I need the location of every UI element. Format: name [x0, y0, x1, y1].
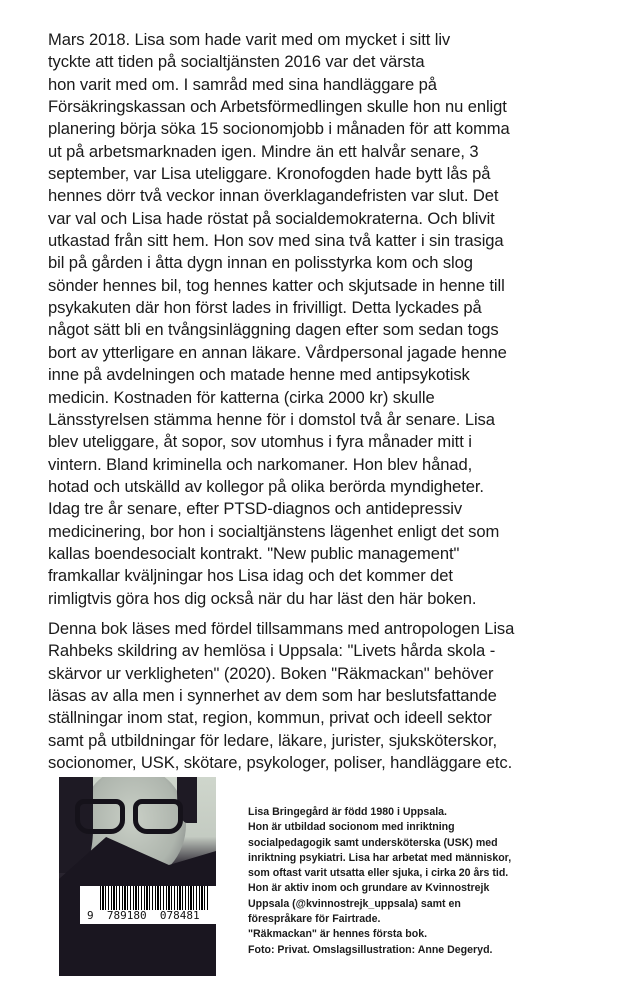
blurb-paragraph-2 [48, 618, 514, 774]
blurb-line: Idag tre år senare, efter PTSD-diagnos och antidepressiv [48, 499, 463, 519]
blurb-line: hotad och utskälld av kollegor på olika berörda myndigheter. [48, 476, 484, 496]
glasses-right-lens [133, 799, 183, 834]
bio-line: "Räkmackan" är hennes första bok. [248, 928, 428, 941]
blurb-line: september, var Lisa uteliggare. Kronofogden hade bytt lås på [48, 164, 491, 184]
blurb-line: blev uteliggare, åt sopor, sov utomhus i fyra månader mitt i [48, 432, 472, 452]
blurb-line: tyckte att tiden på socialtjänsten 2016 var det värsta [48, 52, 425, 72]
blurb-line: medicinering, bor hon i socialtjänstens lägenhet enligt det som [48, 521, 500, 541]
blurb-line: något sätt bli en tvångsinläggning dagen efter som sedan togs [48, 320, 499, 340]
barcode-bars [100, 886, 210, 910]
blurb-line: Länsstyrelsen stämma henne för i domstol två år senare. Lisa [48, 409, 495, 429]
blurb-line: kallas boendesocialt kontrakt. "New public management" [48, 543, 460, 563]
blurb-line: läsas av alla men i synnerhet av dem som har beslutsfattande [48, 686, 497, 706]
isbn-number: 9 789180 078481 [87, 909, 200, 922]
blurb-line: ställningar inom stat, region, kommun, privat och ideell sektor [48, 708, 492, 728]
blurb-line: bil på gården i åtta dygn innan en polisstyrka kom och slog [48, 253, 473, 273]
isbn-barcode [80, 886, 216, 924]
blurb-line: Mars 2018. Lisa som hade varit med om mycket i sitt liv [48, 30, 451, 49]
blurb-line: medicin. Kostnaden för katterna (cirka 2000 kr) skulle [48, 387, 435, 407]
blurb-line: Denna bok läses med fördel tillsammans med antropologen Lisa [48, 619, 515, 638]
bio-line: Hon är utbildad socionom med inriktning [248, 821, 455, 834]
blurb-line: hennes dörr två veckor innan överklagandefristen var slut. Det [48, 186, 499, 206]
bio-line: Lisa Bringegård är född 1980 i Uppsala. [248, 806, 447, 818]
blurb-line: framkallar kväljningar hos Lisa idag och det kommer det [48, 566, 453, 586]
blurb-line: Försäkringskassan och Arbetsförmedlingen skulle hon nu enligt [48, 97, 507, 117]
blurb-line: hon varit med om. I samråd med sina handläggare på [48, 74, 437, 94]
blurb-line: rimligtvis göra hos dig också när du har läst den här boken. [48, 588, 477, 608]
blurb-line: psykakuten där hon först lades in frivilligt. Detta lyckades på [48, 298, 482, 318]
blurb-line: bort av ytterligare en annan läkare. Vårdpersonal jagade henne [48, 342, 507, 362]
author-photo [59, 777, 216, 976]
glasses-left-lens [75, 799, 125, 834]
blurb-line: var val och Lisa hade röstat på socialdemokraterna. Och blivit [48, 208, 495, 228]
bio-line: Foto: Privat. Omslagsillustration: Anne Degeryd. [248, 943, 493, 956]
blurb-line: ut på arbetsmarknaden igen. Mindre än ett halvår senare, 3 [48, 141, 479, 161]
bio-line: Uppsala (@kvinnostrejk_uppsala) samt en [248, 897, 461, 910]
blurb-line: samt på utbildningar för ledare, läkare, jurister, sjuksköterskor, [48, 730, 498, 750]
blurb-line: socionomer, USK, skötare, psykologer, poliser, handläggare etc. [48, 753, 513, 773]
blurb-line: planering börja söka 15 socionomjobb i månaden för att komma [48, 119, 510, 139]
blurb-line: inne på avdelningen och matade henne med antipsykotisk [48, 365, 470, 385]
blurb-line: sönder hennes bil, tog hennes katter och skjutsade in henne till [48, 275, 505, 295]
blurb-paragraph-1 [48, 29, 510, 610]
bio-line: förespråkare för Fairtrade. [248, 913, 381, 926]
blurb-line: skärvor ur verkligheten" (2020). Boken "Räkmackan" behöver [48, 663, 494, 683]
bio-line: som oftast varit utsatta eller sjuka, i cirka 20 års tid. [248, 867, 509, 880]
bio-line: socialpedagogik samt undersköterska (USK) med [248, 836, 498, 849]
blurb-line: utkastad från sitt hem. Hon sov med sina två katter i sin trasiga [48, 231, 504, 251]
bio-line: Hon är aktiv inom och grundare av Kvinnostrejk [248, 882, 490, 895]
author-bio [248, 805, 511, 958]
bio-line: inriktning psykiatri. Lisa har arbetat med människor, [248, 851, 512, 864]
blurb-line: vintern. Bland kriminella och narkomaner. Hon blev hånad, [48, 454, 473, 474]
blurb-line: Rahbeks skildring av hemlösa i Uppsala: "Livets hårda skola - [48, 641, 496, 661]
